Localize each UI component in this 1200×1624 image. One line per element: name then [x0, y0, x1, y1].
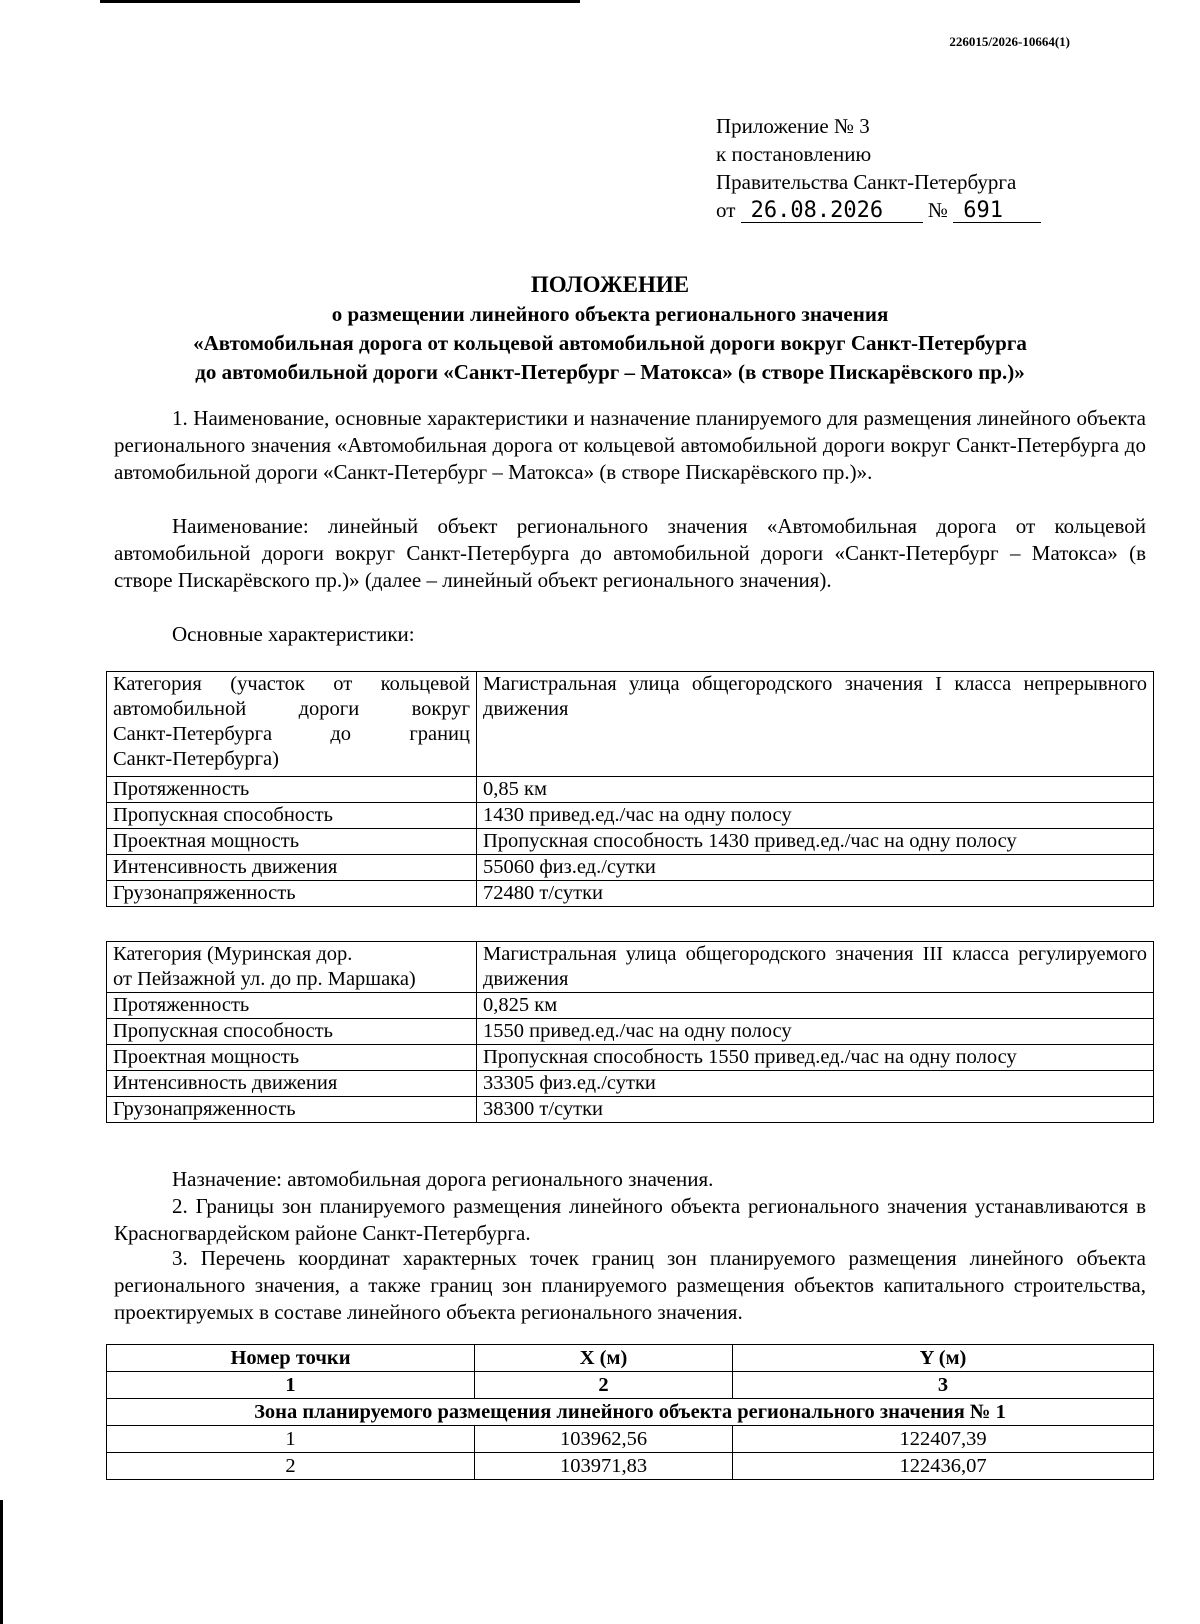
appendix-to-resolution: к постановлению	[716, 142, 872, 166]
coordinates-table	[106, 1344, 1154, 1480]
number-label: №	[927, 198, 948, 222]
scan-artifact-top	[100, 0, 580, 3]
category-value-cell: Магистральная улица общегородского значения I класса непрерывного движения	[477, 672, 1154, 777]
paragraph-1	[114, 405, 1146, 486]
table-row	[107, 672, 1154, 777]
paragraph-3-text: Основные характеристики:	[172, 622, 415, 646]
paragraph-1-text: 1. Наименование, основные характеристики и назначение планируемого для размещения линейного объекта регионального значения «Автомобильная дорога от кольцевой автомобильной дороги вокруг Санкт-Петербурга до автомобильной дороги «Санкт-Петербург – Матокса» (в створе Пискарёвского пр.)».	[114, 406, 1146, 484]
table-row: Протяженность 0,825 км	[107, 993, 1154, 1019]
table-row	[107, 942, 1154, 993]
appendix-header	[716, 112, 1041, 224]
column-header-point: Номер точки	[107, 1345, 475, 1372]
table-row: Протяженность 0,85 км	[107, 777, 1154, 803]
table-row: 1 103962,56 122407,39	[107, 1426, 1154, 1453]
paragraph-6-text: 3. Перечень координат характерных точек границ зон планируемого размещения линейного объекта регионального значения, а также границ зон планируемого размещения объектов капитального строительства, проектируемых в составе линейного объекта регионального значения.	[114, 1246, 1146, 1324]
title-line-2: «Автомобильная дорога от кольцевой автомобильной дороги вокруг Санкт-Петербурга	[193, 331, 1027, 355]
column-header-y: Y (м)	[733, 1345, 1154, 1372]
title-line-3: до автомобильной дороги «Санкт-Петербург – Матокса» (в створе Пискарёвского пр.)»	[195, 360, 1025, 384]
table-row: Грузонапряженность 38300 т/сутки	[107, 1097, 1154, 1123]
characteristics-table-2	[106, 941, 1154, 1123]
table-row: Пропускная способность 1550 привед.ед./час на одну полосу	[107, 1019, 1154, 1045]
table-row: Пропускная способность 1430 привед.ед./час на одну полосу	[107, 803, 1154, 829]
table-row: Интенсивность движения 55060 физ.ед./сутки	[107, 855, 1154, 881]
appendix-government: Правительства Санкт-Петербурга	[716, 170, 1017, 194]
table-row: Грузонапряженность 72480 т/сутки	[107, 881, 1154, 907]
category-value-cell: Магистральная улица общегородского значения III класса регулируемого движения	[477, 942, 1154, 993]
paragraph-4-text: Назначение: автомобильная дорога регионального значения.	[172, 1167, 714, 1191]
appendix-date-line	[716, 196, 1041, 224]
table-row: Интенсивность движения 33305 физ.ед./сутки	[107, 1071, 1154, 1097]
document-registration-number: 226015/2026-10664(1)	[949, 34, 1070, 49]
title-line-1: о размещении линейного объекта регионального значения	[331, 302, 889, 326]
zone-label: Зона планируемого размещения линейного объекта регионального значения № 1	[107, 1399, 1154, 1426]
paragraph-2	[114, 513, 1146, 594]
column-number-row: 1 2 3	[107, 1372, 1154, 1399]
appendix-number: Приложение № 3	[716, 114, 870, 138]
paragraph-5	[114, 1193, 1146, 1247]
zone-row	[107, 1399, 1154, 1426]
title-main: ПОЛОЖЕНИЕ	[530, 272, 690, 297]
paragraph-2-text: Наименование: линейный объект регионального значения «Автомобильная дорога от кольцевой автомобильной дороги вокруг Санкт-Петербурга до автомобильной дороги «Санкт-Петербург – Матокса» (в створе Пискарёвского пр.)» (далее – линейный объект регионального значения).	[114, 514, 1146, 592]
category-label-cell: Категория (Муринская дор. от Пейзажной ул. до пр. Маршака)	[107, 942, 477, 993]
paragraph-5-text: 2. Границы зон планируемого размещения линейного объекта регионального значения устанавливаются в Красногвардейском районе Санкт-Петербурга.	[114, 1194, 1146, 1245]
paragraph-3	[114, 621, 1146, 648]
category-label-cell: Категория (участок от кольцевой автомобильной дороги вокруг Санкт-Петербурга до границ Санкт-Петербурга)	[107, 672, 477, 777]
table-header-row	[107, 1345, 1154, 1372]
resolution-date: 26.08.2026	[741, 200, 923, 223]
scan-artifact-left	[0, 1500, 3, 1624]
table-row: Проектная мощность Пропускная способность 1550 привед.ед./час на одну полосу	[107, 1045, 1154, 1071]
table-row: Проектная мощность Пропускная способность 1430 привед.ед./час на одну полосу	[107, 829, 1154, 855]
paragraph-6	[114, 1245, 1146, 1326]
document-title	[110, 270, 1110, 387]
resolution-number: 691	[953, 200, 1041, 223]
characteristics-table-1	[106, 671, 1154, 907]
from-label: от	[716, 198, 736, 222]
table-row: 2 103971,83 122436,07	[107, 1453, 1154, 1480]
column-header-x: X (м)	[475, 1345, 733, 1372]
paragraph-4	[114, 1166, 1146, 1193]
